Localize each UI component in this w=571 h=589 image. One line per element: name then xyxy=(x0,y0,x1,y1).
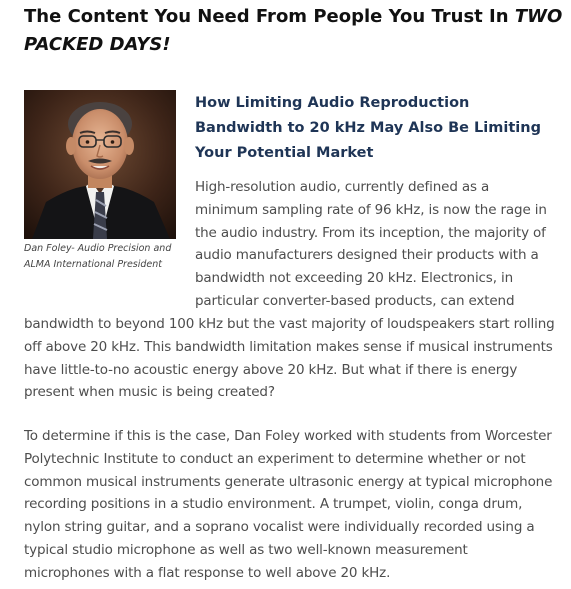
body-line: off above 20 kHz. This bandwidth limitation makes sense if musical instruments xyxy=(24,338,553,355)
article-title xyxy=(195,91,540,166)
portrait-image xyxy=(24,90,176,239)
body-line: present when music is being created? xyxy=(24,384,275,401)
photo-caption xyxy=(24,241,184,273)
title-line: Bandwidth to 20 kHz May Also Be Limiting xyxy=(195,120,541,136)
body-line: the audio industry. From its inception, the majority of xyxy=(195,224,546,241)
title-line: Your Potential Market xyxy=(195,145,374,161)
body-line: bandwidth not exceeding 20 kHz. Electronics, in xyxy=(195,270,513,287)
title-line: How Limiting Audio Reproduction xyxy=(195,95,470,111)
body-line: common musical instruments generate ultrasonic energy at typical microphone xyxy=(24,473,553,490)
body-line: High-resolution audio, currently defined as a xyxy=(195,179,490,195)
paragraph-1-full xyxy=(24,313,569,404)
body-line: typical studio microphone as well as two well-known measurement xyxy=(24,541,468,558)
author-photo xyxy=(24,90,176,239)
body-line: To determine if this is the case, Dan Foley worked with students from Worcester xyxy=(24,428,552,444)
body-line: minimum sampling rate of 96 kHz, is now the rage in xyxy=(195,201,547,218)
page-heading xyxy=(24,3,564,59)
caption-line: Dan Foley- Audio Precision and xyxy=(24,243,172,254)
body-line: microphones with a flat response to well above 20 kHz. xyxy=(24,564,391,581)
body-line: bandwidth to beyond 100 kHz but the vast majority of loudspeakers start rolling xyxy=(24,316,555,332)
body-line: particular converter-based products, can extend xyxy=(195,292,515,309)
heading-emphasis: TWO PACKED DAYS! xyxy=(24,6,563,55)
body-line: have little-to-no acoustic energy above 20 kHz. But what if there is energy xyxy=(24,361,518,378)
body-line: nylon string guitar, and a soprano vocalist were individually recorded using a xyxy=(24,519,535,536)
paragraph-1-side xyxy=(195,176,565,313)
body-line: Polytechnic Institute to conduct an experiment to determine whether or not xyxy=(24,450,526,467)
body-line: audio manufacturers designed their products with a xyxy=(195,247,539,264)
paragraph-2 xyxy=(24,425,569,585)
caption-line: ALMA International President xyxy=(24,259,163,270)
heading-text: The Content You Need From People You Trust In xyxy=(24,6,515,27)
body-line: recording positions in a studio environment. A trumpet, violin, conga drum, xyxy=(24,496,523,513)
